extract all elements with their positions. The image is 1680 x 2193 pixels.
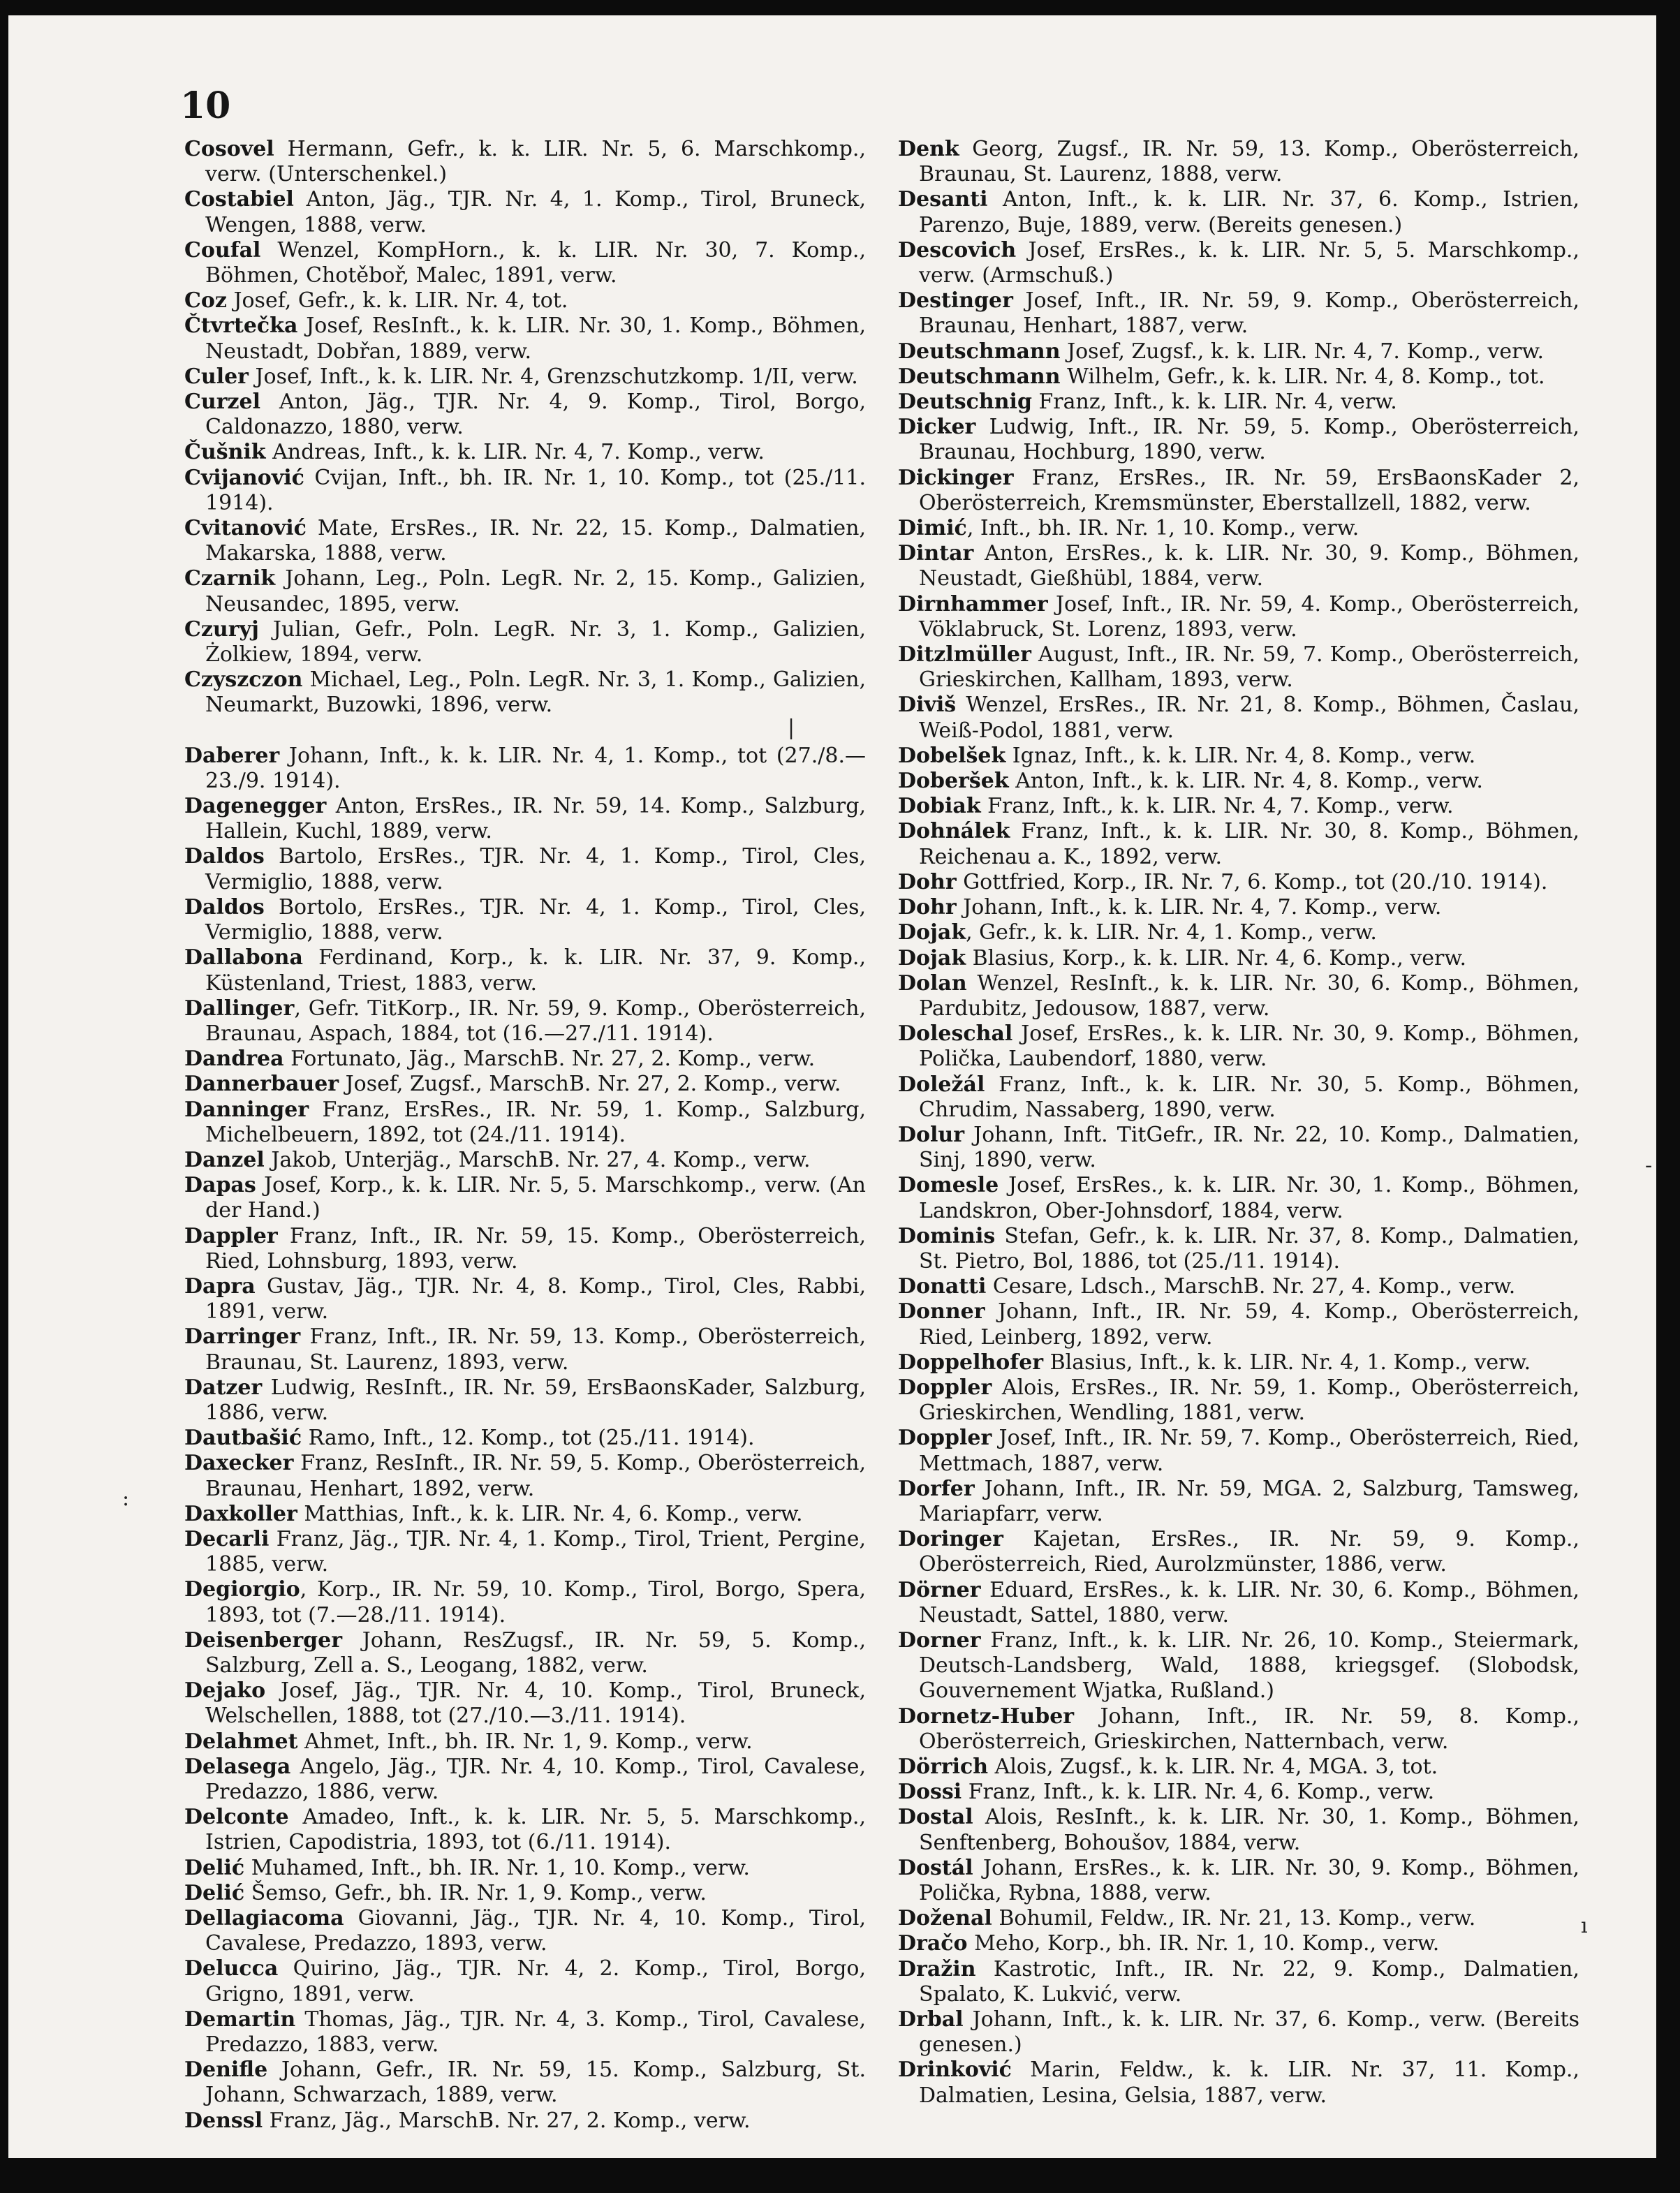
entry-surname: Čušnik (184, 440, 266, 465)
entry-surname: Dejako (184, 1678, 266, 1704)
entry-details: Alois, ErsRes., IR. Nr. 59, 1. Komp., Oberösterreich, Grieskirchen, Wendling, 1881, verw. (919, 1375, 1579, 1426)
register-entry (898, 1805, 1579, 1855)
register-entry (898, 187, 1579, 237)
entry-surname: Dappler (184, 1223, 278, 1248)
entry-details: Josef, Gefr., k. k. LIR. Nr. 4, tot. (226, 288, 568, 313)
entry-surname: Culer (184, 364, 249, 389)
register-entry (184, 996, 866, 1047)
entry-surname: Dračo (898, 1931, 968, 1956)
right-column (898, 137, 1579, 2109)
entry-surname: Denssl (184, 2108, 263, 2133)
left-column (184, 137, 866, 2134)
entry-surname: Dražin (898, 1956, 976, 1981)
entry-details: Blasius, Inft., k. k. LIR. Nr. 4, 1. Komp., verw. (1043, 1350, 1531, 1375)
entry-surname: Desanti (898, 187, 988, 212)
entry-surname: Dapra (184, 1273, 256, 1299)
register-entry (898, 238, 1579, 288)
entry-surname: Czuryj (184, 616, 259, 642)
register-entry (898, 1477, 1579, 1527)
register-entry (184, 466, 866, 516)
register-entry (898, 971, 1579, 1021)
entry-details: Gottfried, Korp., IR. Nr. 7, 6. Komp., tot (20./10. 1914). (956, 869, 1548, 894)
register-entry (184, 1881, 866, 1906)
entry-surname: Decarli (184, 1526, 270, 1551)
scan-border-left (0, 0, 8, 2193)
entry-details: Johann, ErsRes., k. k. LIR. Nr. 30, 9. Komp., Böhmen, Polička, Rybna, 1888, verw. (919, 1855, 1579, 1906)
entry-details: Anton, Jäg., TJR. Nr. 4, 1. Komp., Tirol, Bruneck, Wengen, 1888, verw. (205, 187, 866, 237)
register-entry (898, 1527, 1579, 1577)
entry-details: , Gefr., k. k. LIR. Nr. 4, 1. Komp., verw. (966, 920, 1377, 945)
entry-surname: Drbal (898, 2007, 964, 2032)
entry-surname: Denifle (184, 2058, 268, 2083)
entry-surname: Donner (898, 1299, 985, 1324)
entry-details: Hermann, Gefr., k. k. LIR. Nr. 5, 6. Marschkomp., verw. (Unterschenkel.) (205, 137, 866, 187)
scan-border-right (1656, 0, 1680, 2193)
entry-surname: Descovich (898, 237, 1017, 263)
register-entry (184, 1805, 866, 1855)
entry-details: Gustav, Jäg., TJR. Nr. 4, 8. Komp., Tirol, Cles, Rabbi, 1891, verw. (205, 1273, 866, 1324)
entry-details: Matthias, Inft., k. k. LIR. Nr. 4, 6. Komp., verw. (297, 1501, 803, 1526)
entry-surname: Donatti (898, 1274, 987, 1299)
register-entry (898, 920, 1579, 945)
entry-details: Marin, Feldw., k. k. LIR. Nr. 37, 11. Komp., Dalmatien, Lesina, Gelsia, 1887, verw. (919, 2058, 1579, 2108)
register-entry (898, 946, 1579, 971)
register-entry (184, 617, 866, 667)
entry-details: August, Inft., IR. Nr. 59, 7. Komp., Oberösterreich, Grieskirchen, Kallham, 1893, verw. (919, 642, 1579, 693)
entry-details: Johann, Leg., Poln. LegR. Nr. 2, 15. Komp., Galizien, Neusandec, 1895, verw. (205, 566, 866, 616)
register-entry (184, 1628, 866, 1678)
entry-details: Alois, Zugsf., k. k. LIR. Nr. 4, MGA. 3, tot. (988, 1755, 1438, 1779)
entry-details: Georg, Zugsf., IR. Nr. 59, 13. Komp., Oberösterreich, Braunau, St. Laurenz, 1888, verw. (919, 137, 1579, 187)
register-entry (898, 1856, 1579, 1906)
register-entry (898, 1299, 1579, 1350)
entry-surname: Daxkoller (184, 1501, 297, 1526)
register-entry (898, 819, 1579, 869)
entry-surname: Diviš (898, 693, 957, 718)
register-entry (184, 364, 866, 390)
entry-details: Ahmet, Inft., bh. IR. Nr. 1, 9. Komp., verw. (297, 1729, 753, 1754)
entry-surname: Dojak (898, 920, 966, 945)
entry-surname: Costabiel (184, 187, 294, 212)
entry-surname: Dobelšek (898, 743, 1006, 768)
entry-details: Quirino, Jäg., TJR. Nr. 4, 2. Komp., Tirol, Borgo, Grigno, 1891, verw. (205, 1956, 866, 2007)
entry-surname: Doženal (898, 1906, 992, 1931)
scan-border-bottom (0, 2158, 1680, 2193)
entry-surname: Doležál (898, 1072, 985, 1097)
entry-details: Josef, Zugsf., MarschB. Nr. 27, 2. Komp., verw. (339, 1072, 841, 1097)
entry-details: Franz, Jäg., TJR. Nr. 4, 1. Komp., Tirol, Trient, Pergine, 1885, verw. (205, 1526, 866, 1577)
entry-surname: Dobiak (898, 794, 981, 819)
entry-details: Josef, Inft., IR. Nr. 59, 7. Komp., Oberösterreich, Ried, Mettmach, 1887, verw. (919, 1426, 1579, 1476)
register-entry (184, 1047, 866, 1072)
entry-surname: Deutschmann (898, 339, 1061, 364)
register-entry (184, 1173, 866, 1223)
register-entry (184, 313, 866, 364)
entry-details: Mate, ErsRes., IR. Nr. 22, 15. Komp., Dalmatien, Makarska, 1888, verw. (205, 516, 866, 566)
register-entry (898, 1755, 1579, 1780)
entry-details: Franz, ResInft., IR. Nr. 59, 5. Komp., Oberösterreich, Braunau, Henhart, 1892, verw. (205, 1451, 866, 1501)
register-entry (184, 744, 866, 794)
register-entry (898, 2007, 1579, 2058)
entry-details: Johann, Inft., k. k. LIR. Nr. 4, 7. Komp., verw. (956, 895, 1442, 920)
entry-surname: Čtvrtečka (184, 313, 298, 339)
entry-surname: Demartin (184, 2007, 296, 2032)
entry-surname: Delić (184, 1880, 245, 1905)
entry-details: Ramo, Inft., 12. Komp., tot (25./11. 1914). (302, 1426, 755, 1451)
entry-details: Johann, Inft., k. k. LIR. Nr. 4, 1. Komp., tot (27./8.—23./9. 1914). (205, 743, 866, 793)
register-entry (184, 794, 866, 844)
entry-details: Josef, ErsRes., k. k. LIR. Nr. 5, 5. Marschkomp., verw. (Armschuß.) (919, 237, 1579, 288)
register-entry (184, 137, 866, 187)
entry-surname: Cosovel (184, 137, 274, 161)
entry-surname: Dojak (898, 945, 966, 970)
entry-surname: Dannerbauer (184, 1072, 339, 1097)
register-entry (898, 1704, 1579, 1755)
register-entry (184, 1527, 866, 1577)
page-number: 10 (180, 84, 231, 127)
entry-details: Franz, Inft., IR. Nr. 59, 15. Komp., Oberösterreich, Ried, Lohnsburg, 1893, verw. (205, 1223, 866, 1273)
entry-surname: Dorner (898, 1627, 981, 1653)
register-entry (898, 390, 1579, 415)
register-entry (184, 2007, 866, 2058)
entry-surname: Danzel (184, 1147, 265, 1172)
entry-surname: Dintar (898, 541, 974, 566)
entry-surname: Dautbašić (184, 1426, 302, 1451)
entry-surname: Doberšek (898, 769, 1009, 794)
entry-details: , Gefr. TitKorp., IR. Nr. 59, 9. Komp., Oberösterreich, Braunau, Aspach, 1884, tot (16.—27./11. 1914). (205, 996, 866, 1046)
entry-details: Šemso, Gefr., bh. IR. Nr. 1, 9. Komp., verw. (244, 1880, 707, 1905)
entry-surname: Dimić (898, 516, 967, 541)
entry-surname: Dossi (898, 1780, 962, 1805)
register-entry (898, 288, 1579, 339)
entry-surname: Domesle (898, 1173, 999, 1198)
entry-details: Anton, Inft., k. k. LIR. Nr. 37, 6. Komp., Istrien, Parenzo, Buje, 1889, verw. (Bereits genesen.) (919, 187, 1579, 237)
entry-details: Franz, Inft., IR. Nr. 59, 13. Komp., Oberösterreich, Braunau, St. Laurenz, 1893, verw. (205, 1324, 866, 1375)
entry-details: Bortolo, ErsRes., TJR. Nr. 4, 1. Komp., Tirol, Cles, Vermiglio, 1888, verw. (205, 894, 866, 945)
entry-details: Josef, ErsRes., k. k. LIR. Nr. 30, 9. Komp., Böhmen, Polička, Laubendorf, 1880, verw. (919, 1021, 1579, 1072)
entry-details: Michael, Leg., Poln. LegR. Nr. 3, 1. Komp., Galizien, Neumarkt, Buzowki, 1896, verw. (205, 667, 866, 718)
entry-details: Ludwig, Inft., IR. Nr. 59, 5. Komp., Oberösterreich, Braunau, Hochburg, 1890, verw. (919, 415, 1579, 465)
entry-details: Franz, Inft., k. k. LIR. Nr. 26, 10. Komp., Steiermark, Deutsch-Landsberg, Wald, 1888, kriegsgef. (Slobodsk, Gouvernement Wjatka, Rußland.) (919, 1627, 1579, 1704)
entry-surname: Cvitanović (184, 516, 307, 541)
entry-details: Cvijan, Inft., bh. IR. Nr. 1, 10. Komp., tot (25./11. 1914). (205, 465, 866, 515)
entry-surname: Delasega (184, 1754, 291, 1779)
entry-surname: Deisenberger (184, 1627, 343, 1653)
register-entry (898, 1350, 1579, 1375)
register-entry (184, 1224, 866, 1274)
entry-surname: Dörrich (898, 1755, 989, 1779)
register-entry (184, 390, 866, 440)
entry-details: Franz, Inft., k. k. LIR. Nr. 4, 7. Komp., verw. (980, 794, 1454, 819)
register-entry (184, 1755, 866, 1805)
entry-details: Johann, ResZugsf., IR. Nr. 59, 5. Komp., Salzburg, Zell a. S., Leogang, 1882, verw. (205, 1627, 866, 1678)
entry-surname: Dominis (898, 1223, 996, 1248)
register-entry (898, 642, 1579, 693)
entry-details: Johann, Inft., k. k. LIR. Nr. 37, 6. Komp., verw. (Bereits genesen.) (919, 2007, 1579, 2058)
entry-surname: Delconte (184, 1805, 289, 1830)
register-entry (898, 415, 1579, 465)
entry-details: Franz, ErsRes., IR. Nr. 59, ErsBaonsKader 2, Oberösterreich, Kremsmünster, Eberstallzell, 1882, verw. (919, 465, 1579, 515)
entry-details: Eduard, ErsRes., k. k. LIR. Nr. 30, 6. Komp., Böhmen, Neustadt, Sattel, 1880, verw. (919, 1577, 1579, 1627)
entry-surname: Dolan (898, 970, 967, 996)
entry-surname: Degiorgio (184, 1577, 300, 1602)
entry-surname: Dornetz-Huber (898, 1704, 1075, 1729)
entry-surname: Danninger (184, 1097, 309, 1122)
register-entry (184, 1375, 866, 1426)
register-entry (184, 1956, 866, 2007)
entry-surname: Curzel (184, 390, 261, 415)
register-entry (898, 870, 1579, 895)
register-entry (184, 667, 866, 718)
register-entry (184, 1856, 866, 1881)
register-entry (184, 516, 866, 566)
register-entry (184, 1729, 866, 1755)
entry-details: Anton, ErsRes., IR. Nr. 59, 14. Komp., Salzburg, Hallein, Kuchl, 1889, verw. (205, 794, 866, 844)
register-entry (898, 769, 1579, 794)
register-entry (184, 187, 866, 237)
entry-details: Alois, ResInft., k. k. LIR. Nr. 30, 1. Komp., Böhmen, Senftenberg, Bohoušov, 1884, verw. (919, 1805, 1579, 1855)
margin-mark: : (122, 1486, 130, 1511)
entry-details: Amadeo, Inft., k. k. LIR. Nr. 5, 5. Marschkomp., Istrien, Capodistria, 1893, tot (6./11. 1914). (205, 1805, 866, 1855)
entry-details: Bohumil, Feldw., IR. Nr. 21, 13. Komp., verw. (992, 1906, 1476, 1931)
entry-details: Johann, Inft., IR. Nr. 59, 8. Komp., Oberösterreich, Grieskirchen, Natternbach, verw. (919, 1704, 1579, 1754)
register-entry (184, 566, 866, 616)
entry-details: Johann, Inft., IR. Nr. 59, 4. Komp., Oberösterreich, Ried, Leinberg, 1892, verw. (919, 1299, 1579, 1350)
register-entry (184, 2058, 866, 2108)
register-entry (898, 794, 1579, 819)
entry-details: Stefan, Gefr., k. k. LIR. Nr. 37, 8. Komp., Dalmatien, St. Pietro, Bol, 1886, tot (25./11. 1914). (919, 1223, 1579, 1273)
entry-surname: Doppelhofer (898, 1350, 1044, 1375)
entry-details: Kajetan, ErsRes., IR. Nr. 59, 9. Komp., Oberösterreich, Ried, Aurolzmünster, 1886, verw. (919, 1527, 1579, 1577)
entry-surname: Czarnik (184, 566, 276, 591)
entry-surname: Coz (184, 288, 227, 313)
entry-details: Julian, Gefr., Poln. LegR. Nr. 3, 1. Komp., Galizien, Żolkiew, 1894, verw. (205, 616, 866, 667)
register-entry (898, 592, 1579, 642)
entry-details: Andreas, Inft., k. k. LIR. Nr. 4, 7. Komp., verw. (265, 440, 765, 465)
entry-surname: Czyszczon (184, 667, 303, 693)
register-entry (898, 1224, 1579, 1274)
entry-details: Josef, Inft., IR. Nr. 59, 4. Komp., Oberösterreich, Vöklabruck, St. Lorenz, 1893, verw. (919, 591, 1579, 642)
entry-surname: Dörner (898, 1577, 981, 1602)
register-entry (898, 1931, 1579, 1956)
entry-surname: Cvijanović (184, 465, 304, 490)
entry-details: Wilhelm, Gefr., k. k. LIR. Nr. 4, 8. Komp., tot. (1060, 364, 1545, 389)
entry-details: Thomas, Jäg., TJR. Nr. 4, 3. Komp., Tirol, Cavalese, Predazzo, 1883, verw. (205, 2007, 866, 2058)
register-entry (184, 1148, 866, 1173)
register-entry (184, 1906, 866, 1956)
entry-surname: Dohnálek (898, 819, 1010, 844)
scan-border-top (0, 0, 1680, 15)
register-entry (184, 288, 866, 313)
register-entry (184, 844, 866, 894)
entry-details: Bartolo, ErsRes., TJR. Nr. 4, 1. Komp., Tirol, Cles, Vermiglio, 1888, verw. (205, 844, 866, 894)
entry-surname: Daldos (184, 894, 265, 920)
entry-details: Franz, Inft., k. k. LIR. Nr. 4, 6. Komp., verw. (961, 1780, 1435, 1805)
entry-details: Jakob, Unterjäg., MarschB. Nr. 27, 4. Komp., verw. (264, 1147, 811, 1172)
entry-details: Josef, Inft., k. k. LIR. Nr. 4, Grenzschutzkomp. 1/II, verw. (248, 364, 858, 389)
entry-surname: Dostal (898, 1805, 973, 1830)
entry-surname: Dirnhammer (898, 591, 1048, 616)
entry-surname: Delucca (184, 1956, 279, 1981)
entry-surname: Datzer (184, 1375, 263, 1400)
entry-details: Johann, Inft. TitGefr., IR. Nr. 22, 10. Komp., Dalmatien, Sinj, 1890, verw. (919, 1122, 1579, 1173)
entry-surname: Dohr (898, 895, 957, 920)
entry-details: Josef, Jäg., TJR. Nr. 4, 10. Komp., Tirol, Bruneck, Welschellen, 1888, tot (27./10.—3./11. 1914). (205, 1678, 866, 1729)
register-entry (184, 2109, 866, 2134)
entry-details: Franz, Inft., k. k. LIR. Nr. 30, 8. Komp., Böhmen, Reichenau a. K., 1892, verw. (919, 819, 1579, 869)
register-entry (898, 516, 1579, 541)
entry-surname: Dapas (184, 1173, 256, 1198)
entry-details: Josef, Inft., IR. Nr. 59, 9. Komp., Oberösterreich, Braunau, Henhart, 1887, verw. (919, 288, 1579, 339)
register-entry (898, 1173, 1579, 1223)
entry-details: Kastrotic, Inft., IR. Nr. 22, 9. Komp., Dalmatien, Spalato, K. Lukvić, verw. (919, 1956, 1579, 2007)
register-entry (184, 1451, 866, 1501)
entry-details: , Inft., bh. IR. Nr. 1, 10. Komp., verw. (966, 516, 1360, 541)
register-entry (184, 1577, 866, 1627)
register-entry (898, 1426, 1579, 1476)
entry-details: Angelo, Jäg., TJR. Nr. 4, 10. Komp., Tirol, Cavalese, Predazzo, 1886, verw. (205, 1754, 866, 1804)
register-entry (898, 1578, 1579, 1628)
entry-details: Josef, Korp., k. k. LIR. Nr. 5, 5. Marschkomp., verw. (An der Hand.) (205, 1173, 866, 1223)
entry-surname: Dohr (898, 869, 957, 894)
entry-surname: Drinković (898, 2058, 1012, 2083)
register-entry (184, 1072, 866, 1097)
entry-surname: Doppler (898, 1426, 992, 1451)
register-entry (898, 1628, 1579, 1704)
entry-details: Fortunato, Jäg., MarschB. Nr. 27, 2. Komp., verw. (283, 1047, 816, 1072)
register-entry (898, 1123, 1579, 1173)
entry-details: Franz, Inft., k. k. LIR. Nr. 30, 5. Komp., Böhmen, Chrudim, Nassaberg, 1890, verw. (919, 1072, 1579, 1122)
register-entry (898, 693, 1579, 743)
entry-surname: Doppler (898, 1375, 992, 1400)
register-entry (898, 339, 1579, 364)
entry-details: Franz, Jäg., MarschB. Nr. 27, 2. Komp., verw. (263, 2108, 751, 2133)
entry-surname: Denk (898, 137, 959, 161)
register-entry (898, 1375, 1579, 1426)
entry-surname: Doringer (898, 1527, 1003, 1552)
register-entry (898, 364, 1579, 390)
entry-surname: Darringer (184, 1324, 301, 1350)
entry-details: Meho, Korp., bh. IR. Nr. 1, 10. Komp., verw. (967, 1931, 1440, 1956)
register-entry (184, 1502, 866, 1527)
entry-details: Anton, Jäg., TJR. Nr. 4, 9. Komp., Tirol, Borgo, Caldonazzo, 1880, verw. (205, 390, 866, 440)
register-entry (184, 1098, 866, 1148)
entry-surname: Dorfer (898, 1476, 975, 1501)
register-entry (184, 945, 866, 996)
entry-surname: Dicker (898, 415, 976, 440)
register-entry (184, 1324, 866, 1375)
register-entry (898, 1274, 1579, 1299)
register-entry (184, 1426, 866, 1451)
register-entry (898, 1906, 1579, 1931)
entry-surname: Doleschal (898, 1021, 1013, 1047)
register-entry (898, 137, 1579, 187)
entry-details: , Korp., IR. Nr. 59, 10. Komp., Tirol, Borgo, Spera, 1893, tot (7.—28./11. 1914). (205, 1577, 866, 1627)
register-entry (898, 895, 1579, 920)
register-entry (898, 1021, 1579, 1072)
entry-details: Ignaz, Inft., k. k. LIR. Nr. 4, 8. Komp., verw. (1005, 743, 1476, 768)
entry-details: Franz, Inft., k. k. LIR. Nr. 4, verw. (1031, 390, 1397, 415)
entry-surname: Dandrea (184, 1047, 284, 1072)
register-entry (898, 466, 1579, 516)
entry-surname: Ditzlmüller (898, 642, 1031, 667)
register-entry (184, 1274, 866, 1324)
entry-details: Ludwig, ResInft., IR. Nr. 59, ErsBaonsKader, Salzburg, 1886, verw. (205, 1375, 866, 1425)
register-entry (898, 1072, 1579, 1123)
register-entry (898, 2058, 1579, 2108)
entry-surname: Coufal (184, 237, 261, 263)
entry-surname: Dallabona (184, 945, 303, 970)
entry-details: Muhamed, Inft., bh. IR. Nr. 1, 10. Komp., verw. (244, 1855, 750, 1880)
entry-details: Giovanni, Jäg., TJR. Nr. 4, 10. Komp., Tirol, Cavalese, Predazzo, 1893, verw. (205, 1906, 866, 1956)
entry-details: Blasius, Korp., k. k. LIR. Nr. 4, 6. Komp., verw. (966, 945, 1467, 970)
register-entry (898, 1957, 1579, 2007)
entry-details: Franz, ErsRes., IR. Nr. 59, 1. Komp., Salzburg, Michelbeuern, 1892, tot (24./11. 1914). (205, 1097, 866, 1147)
entry-details: Wenzel, KompHorn., k. k. LIR. Nr. 30, 7. Komp., Böhmen, Chotěboř, Malec, 1891, verw. (205, 237, 866, 288)
entry-surname: Destinger (898, 288, 1013, 313)
entry-surname: Dostál (898, 1855, 973, 1880)
register-entry (898, 1780, 1579, 1805)
entry-surname: Daldos (184, 844, 265, 869)
register-entry (898, 744, 1579, 769)
entry-details: Josef, ErsRes., k. k. LIR. Nr. 30, 1. Komp., Böhmen, Landskron, Ober-Johnsdorf, 1884, verw. (919, 1173, 1579, 1223)
entry-surname: Daxecker (184, 1451, 294, 1476)
entry-surname: Delić (184, 1855, 245, 1880)
entry-details: Ferdinand, Korp., k. k. LIR. Nr. 37, 9. Komp., Küstenland, Triest, 1883, verw. (205, 945, 866, 996)
entry-details: Anton, Inft., k. k. LIR. Nr. 4, 8. Komp., verw. (1008, 769, 1483, 794)
entry-surname: Dolur (898, 1122, 965, 1147)
register-entry (898, 541, 1579, 591)
entry-surname: Delahmet (184, 1729, 298, 1754)
register-entry (184, 238, 866, 288)
entry-details: Wenzel, ErsRes., IR. Nr. 21, 8. Komp., Böhmen, Časlau, Weiß-Podol, 1881, verw. (919, 693, 1579, 743)
entry-details: Cesare, Ldsch., MarschB. Nr. 27, 4. Komp., verw. (986, 1274, 1516, 1299)
entry-details: Josef, ResInft., k. k. LIR. Nr. 30, 1. Komp., Böhmen, Neustadt, Dobřan, 1889, verw. (205, 313, 866, 364)
entry-surname: Deutschmann (898, 364, 1061, 389)
entry-surname: Deutschnig (898, 390, 1032, 415)
register-entry (184, 895, 866, 945)
entry-surname: Dickinger (898, 465, 1014, 490)
entry-details: Wenzel, ResInft., k. k. LIR. Nr. 30, 6. Komp., Böhmen, Pardubitz, Jedousow, 1887, verw. (919, 970, 1579, 1021)
margin-mark: - (1645, 1153, 1653, 1178)
entry-surname: Dagenegger (184, 794, 327, 819)
margin-mark: ı (1581, 1914, 1588, 1938)
margin-mark: | (788, 716, 795, 740)
entry-details: Johann, Inft., IR. Nr. 59, MGA. 2, Salzburg, Tamsweg, Mariapfarr, verw. (919, 1476, 1579, 1526)
register-entry (184, 440, 866, 465)
entry-details: Anton, ErsRes., k. k. LIR. Nr. 30, 9. Komp., Böhmen, Neustadt, Gießhübl, 1884, verw. (919, 541, 1579, 591)
register-entry (184, 1678, 866, 1729)
entry-details: Josef, Zugsf., k. k. LIR. Nr. 4, 7. Komp., verw. (1060, 339, 1545, 364)
entry-surname: Dellagiacoma (184, 1906, 344, 1931)
entry-surname: Dallinger (184, 996, 295, 1021)
entry-surname: Daberer (184, 743, 280, 768)
entry-details: Johann, Gefr., IR. Nr. 59, 15. Komp., Salzburg, St. Johann, Schwarzach, 1889, verw. (205, 2058, 866, 2108)
